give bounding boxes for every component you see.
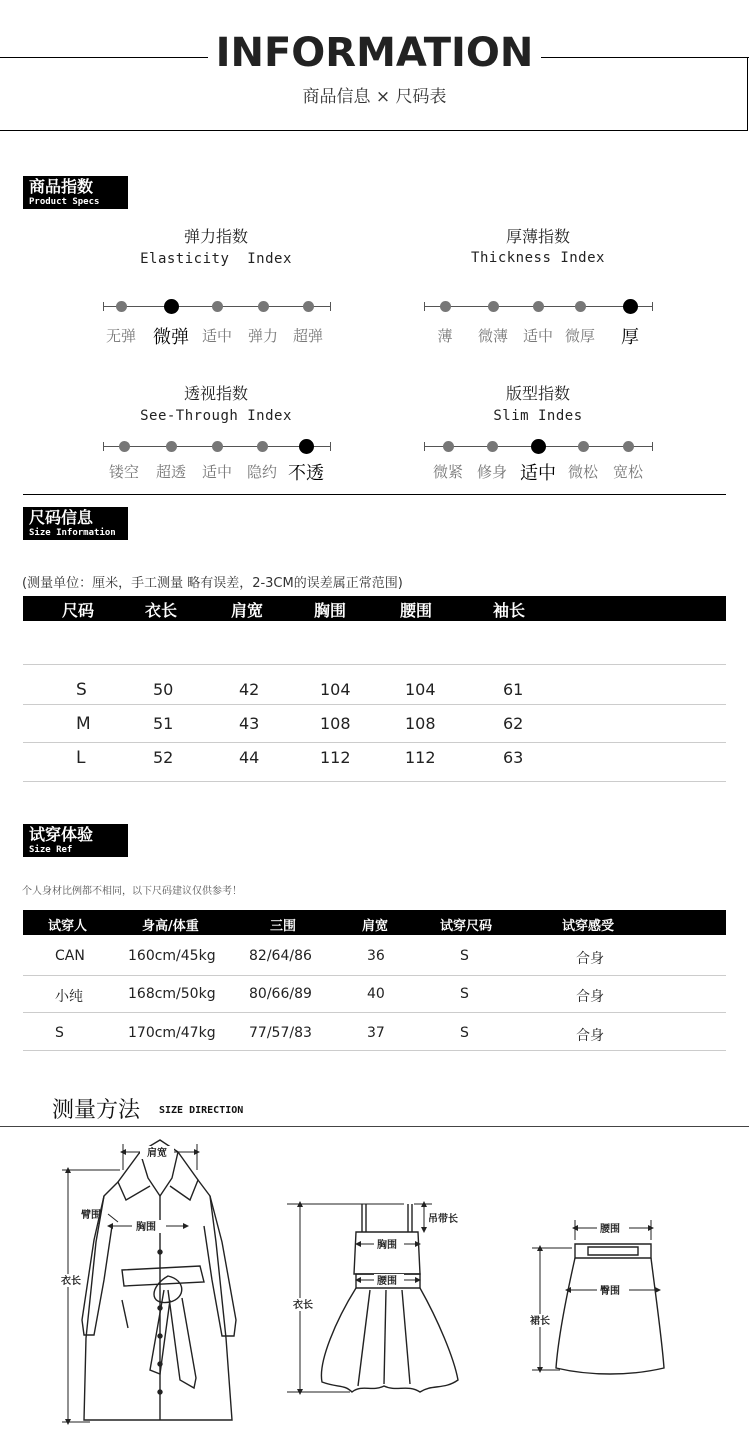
ref-header-cell: 肩宽 xyxy=(362,919,389,934)
ref-cell: 37 xyxy=(367,1025,385,1041)
ref-cell: 合身 xyxy=(576,989,604,1005)
measure-diagrams xyxy=(0,1130,749,1442)
ref-cell: 80/66/89 xyxy=(249,986,312,1002)
ref-header-cell: 身高/体重 xyxy=(142,919,199,934)
index-option-label: 薄 xyxy=(437,327,453,345)
index-option-label: 适中 xyxy=(201,463,232,481)
index-title: 弹力指数 xyxy=(183,227,248,246)
index-dot-selected xyxy=(531,439,546,454)
ref-cell: 170cm/47kg xyxy=(128,1025,216,1041)
size-ref-note: 个人身材比例都不相同，以下尺码建议仅供参考！ xyxy=(22,886,242,897)
size-table-header xyxy=(23,596,726,621)
index-option-label: 镂空 xyxy=(108,463,139,481)
index-option-label: 隐约 xyxy=(246,463,277,481)
coat-length-label: 衣长 xyxy=(61,1276,81,1287)
section-label-en: Size Information xyxy=(29,528,116,538)
ref-cell: 36 xyxy=(367,948,385,964)
index-dot xyxy=(440,301,451,312)
index-scale-cap xyxy=(330,302,331,311)
index-option-label: 适中 xyxy=(201,327,232,345)
index-option-label: 弹力 xyxy=(247,327,278,345)
size-header-cell: 袖长 xyxy=(493,601,526,620)
ref-cell: 合身 xyxy=(576,951,604,967)
size-note: (测量单位：厘米，手工测量 略有误差，2-3CM的误差属正常范围) xyxy=(22,576,403,591)
ref-header-cell: 试穿感受 xyxy=(562,919,615,934)
section-label-size-ref xyxy=(23,824,128,857)
index-subtitle: See-Through Index xyxy=(140,408,292,424)
ref-person-name: S xyxy=(55,1025,64,1041)
size-header-cell: 腰围 xyxy=(400,601,433,620)
dress-chest-label: 胸围 xyxy=(377,1240,397,1251)
measure-subtitle: SIZE DIRECTION xyxy=(159,1105,244,1116)
section-label-cn: 试穿体验 xyxy=(29,825,94,844)
index-option-label: 厚 xyxy=(621,327,639,348)
size-cell: 108 xyxy=(320,714,351,733)
size-header-cell: 尺码 xyxy=(62,601,95,620)
index-dot xyxy=(578,441,589,452)
index-dot xyxy=(623,441,634,452)
measure-divider xyxy=(0,1126,749,1127)
index-option-label: 适中 xyxy=(522,327,553,345)
size-cell: 62 xyxy=(503,714,524,733)
size-cell: 42 xyxy=(239,680,260,699)
dress-length-label: 衣长 xyxy=(293,1300,313,1311)
skirt-diagram xyxy=(556,1244,664,1374)
index-option-label: 适中 xyxy=(520,463,556,484)
index-dot xyxy=(258,301,269,312)
size-header-cell: 胸围 xyxy=(314,601,347,620)
section-label-en: Size Ref xyxy=(29,845,73,855)
section-label-cn: 商品指数 xyxy=(29,177,94,196)
index-dot xyxy=(443,441,454,452)
index-scale-cap xyxy=(424,442,425,451)
skirt-length-label: 裙长 xyxy=(530,1316,550,1327)
dress-strap-label: 吊带长 xyxy=(428,1214,458,1225)
skirt-hip-label: 臀围 xyxy=(600,1286,620,1297)
page-title xyxy=(0,30,749,76)
index-title: 透视指数 xyxy=(183,384,248,403)
dress-waist-label: 腰围 xyxy=(377,1276,397,1287)
index-dot xyxy=(212,441,223,452)
size-cell: 52 xyxy=(153,748,174,767)
size-row-label: L xyxy=(76,748,86,768)
ref-cell: S xyxy=(460,986,469,1002)
index-option-label: 微紧 xyxy=(432,463,463,481)
ref-cell: 77/57/83 xyxy=(249,1025,312,1041)
index-dot xyxy=(488,301,499,312)
index-scale-cap xyxy=(103,302,104,311)
row-divider xyxy=(23,664,726,665)
index-dot xyxy=(116,301,127,312)
index-dot-selected xyxy=(623,299,638,314)
size-cell: 63 xyxy=(503,748,524,767)
index-option-label: 不透 xyxy=(288,463,324,484)
size-cell: 43 xyxy=(239,714,260,733)
size-cell: 44 xyxy=(239,748,260,767)
index-scale-cap xyxy=(103,442,104,451)
size-header-cell: 衣长 xyxy=(145,601,178,620)
size-cell: 104 xyxy=(405,680,436,699)
row-divider xyxy=(23,742,726,743)
coat-arm-label: 臂围 xyxy=(81,1210,101,1221)
row-divider xyxy=(23,1050,726,1051)
index-option-label: 微厚 xyxy=(564,327,595,345)
size-row-label: S xyxy=(76,680,87,700)
index-scale-cap xyxy=(652,302,653,311)
index-scale-cap xyxy=(330,442,331,451)
size-cell: 50 xyxy=(153,680,174,699)
index-dot xyxy=(257,441,268,452)
index-subtitle: Thickness Index xyxy=(471,250,605,266)
ref-cell: 40 xyxy=(367,986,385,1002)
ref-header-cell: 三围 xyxy=(270,919,297,934)
index-dot-selected xyxy=(299,439,314,454)
index-option-label: 无弹 xyxy=(105,327,136,345)
index-option-label: 宽松 xyxy=(612,463,643,481)
size-cell: 61 xyxy=(503,680,524,699)
index-subtitle: Slim Indes xyxy=(493,408,583,424)
coat-shoulder-label: 肩宽 xyxy=(147,1148,167,1159)
index-option-label: 微薄 xyxy=(477,327,508,345)
section-label-specs xyxy=(23,176,128,209)
index-dot xyxy=(487,441,498,452)
ref-header-cell: 试穿尺码 xyxy=(440,919,493,934)
index-title: 版型指数 xyxy=(505,384,570,403)
dress-diagram xyxy=(321,1204,458,1392)
size-cell: 108 xyxy=(405,714,436,733)
index-subtitle: Elasticity Index xyxy=(140,251,292,267)
section-label-cn: 尺码信息 xyxy=(29,508,94,527)
ref-cell: S xyxy=(460,948,469,964)
size-row-label: M xyxy=(76,714,91,734)
ref-person-name: CAN xyxy=(55,948,85,964)
section-label-en: Product Specs xyxy=(29,197,100,207)
ref-cell: 160cm/45kg xyxy=(128,948,216,964)
index-option-label: 微弹 xyxy=(153,327,189,348)
index-option-label: 修身 xyxy=(476,463,507,481)
index-title: 厚薄指数 xyxy=(505,227,570,246)
index-dot xyxy=(533,301,544,312)
ref-person-name: 小纯 xyxy=(55,989,83,1005)
size-cell: 112 xyxy=(320,748,351,767)
index-scale-cap xyxy=(424,302,425,311)
index-dot-selected xyxy=(164,299,179,314)
coat-diagram xyxy=(82,1140,236,1420)
index-dot xyxy=(119,441,130,452)
measure-title: 测量方法 xyxy=(52,1098,141,1123)
index-option-label: 微松 xyxy=(567,463,598,481)
index-scale-cap xyxy=(652,442,653,451)
skirt-waist-label: 腰围 xyxy=(600,1224,620,1235)
ref-header-cell: 试穿人 xyxy=(48,919,88,934)
index-option-label: 超弹 xyxy=(292,327,323,345)
coat-chest-label: 胸围 xyxy=(136,1222,156,1233)
section-label-size-info xyxy=(23,507,128,540)
index-dot xyxy=(303,301,314,312)
index-dot xyxy=(575,301,586,312)
size-header-cell: 肩宽 xyxy=(231,601,264,620)
row-divider xyxy=(23,704,726,705)
row-divider xyxy=(23,1012,726,1013)
size-cell: 51 xyxy=(153,714,174,733)
index-dot xyxy=(166,441,177,452)
size-cell: 104 xyxy=(320,680,351,699)
row-divider xyxy=(23,781,726,782)
size-cell: 112 xyxy=(405,748,436,767)
index-option-label: 超透 xyxy=(155,463,186,481)
index-dot xyxy=(212,301,223,312)
page-subtitle: 商品信息 × 尺码表 xyxy=(302,87,447,107)
row-divider xyxy=(23,975,726,976)
ref-cell: 合身 xyxy=(576,1028,604,1044)
ref-cell: S xyxy=(460,1025,469,1041)
divider xyxy=(23,494,726,495)
ref-cell: 82/64/86 xyxy=(249,948,312,964)
page-title-text: INFORMATION xyxy=(208,30,542,76)
ref-cell: 168cm/50kg xyxy=(128,986,216,1002)
